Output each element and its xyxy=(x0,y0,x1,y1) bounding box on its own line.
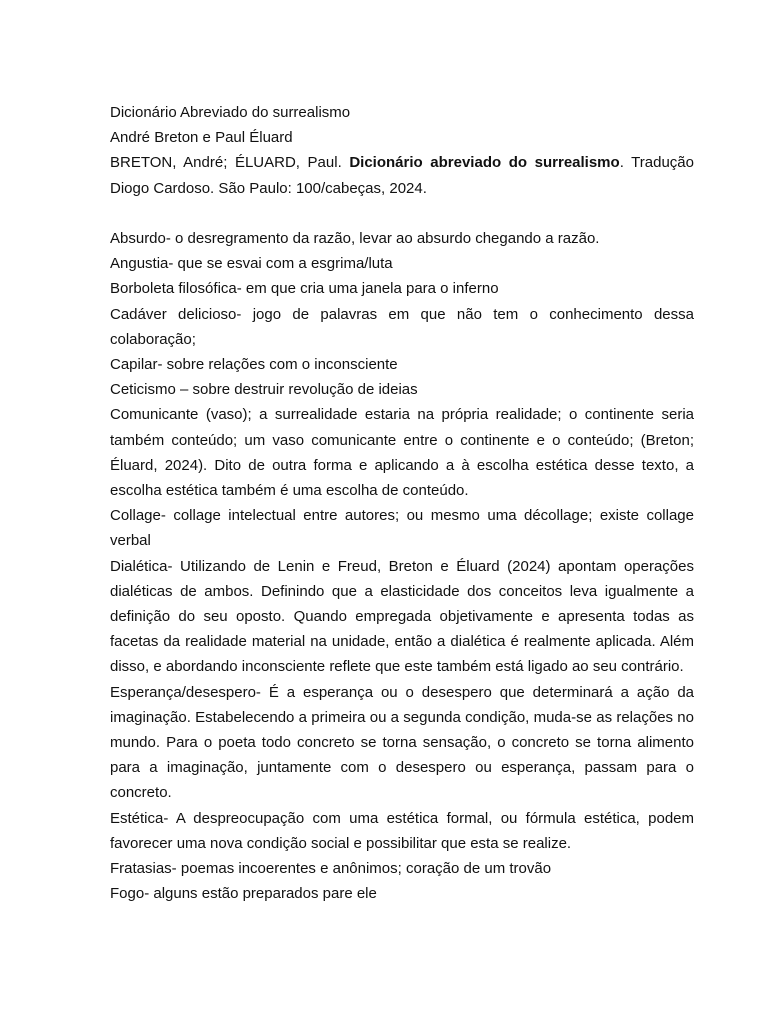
blank-line xyxy=(110,201,694,226)
entry-fogo: Fogo- alguns estão preparados pare ele xyxy=(110,885,377,903)
entry-cadaver: Cadáver delicioso- jogo de palavras em que não tem o conhecimento dessa colaboração; xyxy=(110,305,694,348)
entry-fratasias: Fratasias- poemas incoerentes e anônimos; coração de um trovão xyxy=(110,860,552,878)
entry-esperanca: Esperança/desespero- É a esperança ou o desespero que determinará a ação da imaginação. Estabelecendo a primeira ou a segunda condição, muda-se as relações no mundo. Para o poeta todo concreto se torna sensação, o concreto se torna alimento para a imaginação, juntamente com o desespero ou esperança, passam para o concreto. xyxy=(110,683,694,802)
entry-capilar: Capilar- sobre relações com o inconsciente xyxy=(110,356,398,374)
entry-estetica: Estética- A despreocupação com uma estética formal, ou fórmula estética, podem favorecer uma nova condição social e possibilitar que esta se realize. xyxy=(110,809,694,852)
entry-angustia: Angustia- que se esvai com a esgrima/luta xyxy=(110,255,393,273)
entry-absurdo: Absurdo- o desregramento da razão, levar ao absurdo chegando a razão. xyxy=(110,230,600,247)
entry-ceticismo: Ceticismo – sobre destruir revolução de ideias xyxy=(110,381,418,399)
entry-collage: Collage- collage intelectual entre autores; ou mesmo uma décollage; existe collage verbal xyxy=(110,507,694,550)
document-body xyxy=(110,100,694,906)
document-authors: André Breton e Paul Éluard xyxy=(110,129,293,147)
entry-dialetica: Dialética- Utilizando de Lenin e Freud, Breton e Éluard (2024) apontam operações dialéticas de ambos. Definindo que a elasticidade dos conceitos leva igualmente a definição do seu oposto. Quando empregada objetivamente e apresenta todas as facetas da realidade material na unidade, então a dialética é realmente aplicada. Além disso, e abordando inconsciente reflete que este também está ligado ao seu contrário. xyxy=(110,557,694,676)
reference-authors: BRETON, André; ÉLUARD, Paul. xyxy=(110,154,350,172)
reference-title: Dicionário abreviado do surrealismo xyxy=(349,154,620,172)
reference-details: . Tradução Diogo Cardoso. São Paulo: 100/cabeças, 2024. xyxy=(110,154,694,197)
entry-comunicante: Comunicante (vaso); a surrealidade estaria na própria realidade; o continente seria também conteúdo; um vaso comunicante entre o continente e o conteúdo; (Breton; Éluard, 2024). Dito de outra forma e aplicando a à escolha estética desse texto, a escolha estética também é uma escolha de conteúdo. xyxy=(110,406,694,500)
document-title: Dicionário Abreviado do surrealismo xyxy=(110,104,351,121)
bibliographic-reference xyxy=(110,150,694,200)
entry-borboleta: Borboleta filosófica- em que cria uma janela para o inferno xyxy=(110,280,499,298)
